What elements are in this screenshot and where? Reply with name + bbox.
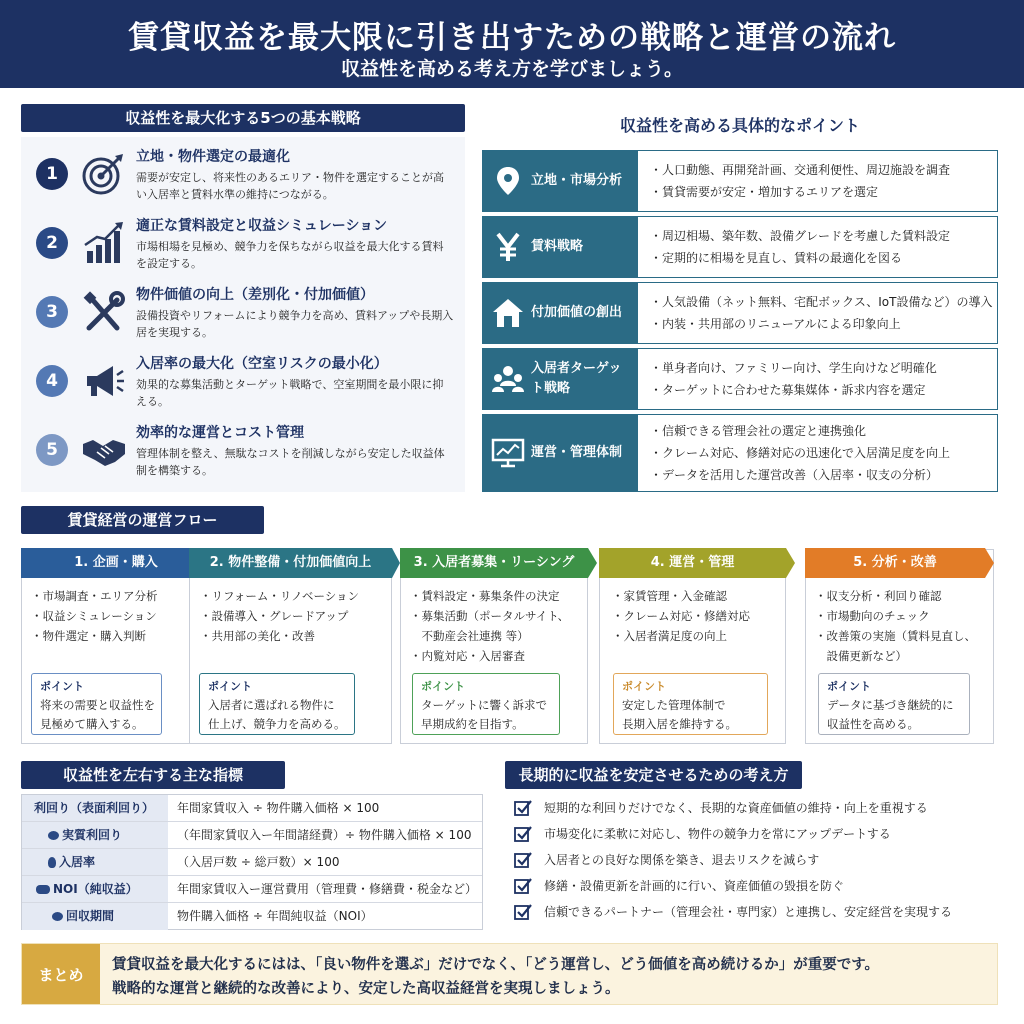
strategy-item xyxy=(21,209,465,277)
longterm-text: 修繕・設備更新を計画的に行い、資産価値の毀損を防ぐ xyxy=(544,879,845,893)
point-line: ・賃貸需要が安定・増加するエリアを選定 xyxy=(650,185,879,199)
flow-point-line: 見極めて購入する。 xyxy=(40,717,144,731)
page-subtitle: 収益性を高める考え方を学びましょう。 xyxy=(340,58,683,80)
strategy-desc: 需要が安定し、将来性のあるエリア・物件を選定することが高い入居率と賃料水準の維持につながる。 xyxy=(136,171,444,201)
point-row xyxy=(482,414,998,492)
point-text xyxy=(650,283,992,343)
flow-point-label: ポイント xyxy=(421,680,465,693)
strategy-item xyxy=(21,278,465,346)
metrics-table xyxy=(21,794,483,930)
point-line: ・単身者向け、ファミリー向け、学生向けなど明確化 xyxy=(650,361,937,375)
flow-point-line: 安定した管理体制で xyxy=(622,698,726,712)
flow-point-line: ターゲットに響く訴求で xyxy=(421,698,548,712)
page-title: 賃貸収益を最大限に引き出すための戦略と運営の流れ xyxy=(128,20,896,56)
flow-point-box xyxy=(613,673,768,735)
location-pin-icon xyxy=(491,164,525,198)
metric-name: NOI（純収益） xyxy=(53,882,138,896)
flow-step-items xyxy=(815,586,976,666)
checkbox-icon xyxy=(514,851,532,869)
page-header xyxy=(0,0,1024,88)
strategy-desc: 市場相場を見極め、競争力を保ちながら収益を最大化する賃料を設定する。 xyxy=(136,240,444,270)
metric-name-cell xyxy=(22,876,168,902)
metric-name-cell xyxy=(22,822,168,848)
point-line: ・信頼できる管理会社の選定と連携強化 xyxy=(650,424,867,438)
strategy-title: 入居率の最大化（空室リスクの最小化） xyxy=(136,356,388,372)
money-icon xyxy=(36,885,50,894)
checkbox-icon xyxy=(514,903,532,921)
flow-point-line: 仕上げ、競争力を高める。 xyxy=(208,717,346,731)
flow-step-header xyxy=(189,548,392,578)
flow-point-label: ポイント xyxy=(827,680,871,693)
metric-name: 利回り（表面利回り） xyxy=(22,795,168,821)
target-icon xyxy=(79,150,129,198)
metric-formula: 年間家賃収入ー運営費用（管理費・修繕費・税金など） xyxy=(177,882,478,896)
megaphone-icon xyxy=(79,357,129,405)
flow-item: ・募集活動（ポータルサイト、 xyxy=(410,609,570,623)
metrics-row xyxy=(22,903,482,930)
metric-formula: （入居戸数 ÷ 総戸数）× 100 xyxy=(177,855,340,869)
strategy-title: 適正な賃料設定と収益シミュレーション xyxy=(136,218,388,234)
strategy-desc: 管理体制を整え、無駄なコストを削減しながら安定した収益体制を構築する。 xyxy=(136,447,445,477)
summary-box xyxy=(21,943,998,1005)
recycle-icon xyxy=(52,912,63,921)
flow-step-items xyxy=(410,586,569,666)
flow-point-line: 早期成約を目指す。 xyxy=(421,717,524,731)
person-icon xyxy=(48,857,56,868)
points-heading: 収益性を高める具体的なポイント xyxy=(619,116,860,135)
point-line: ・周辺相場、築年数、設備グレードを考慮した賃料設定 xyxy=(650,229,951,243)
metric-formula: 物件購入価格 ÷ 年間純収益（NOI） xyxy=(177,909,373,923)
point-line: ・ターゲットに合わせた募集媒体・訴求内容を選定 xyxy=(650,383,926,397)
point-line: ・定期的に相場を見直し、賃料の最適化を図る xyxy=(650,251,903,265)
longterm-text: 短期的な利回りだけでなく、長期的な資産価値の維持・向上を重視する xyxy=(544,801,928,815)
metric-name: 実質利回り xyxy=(62,828,123,842)
flow-step-header xyxy=(21,548,211,578)
strategy-desc: 効果的な募集活動とターゲット戦略で、空室期間を最小限に抑える。 xyxy=(136,378,444,408)
strategy-number: 3 xyxy=(36,296,68,328)
people-icon xyxy=(491,362,525,396)
flow-item: ・リフォーム・リノベーション xyxy=(200,589,360,603)
point-line: ・人気設備（ネット無料、宅配ボックス、IoT設備など）の導入 xyxy=(650,295,993,309)
flow-step-items xyxy=(31,586,158,646)
metric-name: 入居率 xyxy=(59,855,96,869)
point-label-cell xyxy=(483,151,638,211)
metric-name: 回収期間 xyxy=(66,909,115,923)
flow-item: ・共用部の美化・改善 xyxy=(200,629,315,643)
flow-item: ・内覧対応・入居審査 xyxy=(410,649,525,663)
point-row xyxy=(482,216,998,278)
point-text xyxy=(650,415,950,491)
point-line: ・データを活用した運営改善（入居率・収支の分析） xyxy=(650,468,939,482)
strategy-number: 4 xyxy=(36,365,68,397)
point-line: ・内装・共用部のリニューアルによる印象向上 xyxy=(650,317,901,331)
metric-name-cell xyxy=(22,849,168,875)
flow-item: ・入居者満足度の向上 xyxy=(612,629,727,643)
flow-item: ・家賃管理・入金確認 xyxy=(612,589,727,603)
point-text xyxy=(650,349,937,409)
handshake-icon xyxy=(79,426,129,474)
point-label: 運営・管理体制 xyxy=(531,445,623,460)
longterm-text: 入居者との良好な関係を築き、退去リスクを減らす xyxy=(544,853,820,867)
longterm-heading: 長期的に収益を安定させるための考え方 xyxy=(505,761,802,789)
longterm-text: 市場変化に柔軟に対応し、物件の競争力を常にアップデートする xyxy=(544,827,891,841)
strategies-heading: 収益性を最大化する5つの基本戦略 xyxy=(21,104,465,132)
flow-step-header xyxy=(400,548,588,578)
point-label: 付加価値の創出 xyxy=(531,305,623,320)
point-row xyxy=(482,348,998,410)
flow-step-title: 3. 入居者募集・リーシング xyxy=(413,555,575,570)
flow-step-title: 2. 物件整備・付加価値向上 xyxy=(209,555,372,570)
metrics-row xyxy=(22,876,482,903)
summary-line-1: 賃貸収益を最大化するにはは、「良い物件を選ぶ」だけでなく、「どう運営し、どう価値を高め続けるか」が重要です。 xyxy=(112,957,880,973)
strategy-title: 物件価値の向上（差別化・付加価値） xyxy=(136,287,374,303)
metrics-row xyxy=(22,849,482,876)
flow-step-items xyxy=(612,586,750,646)
checkbox-icon xyxy=(514,877,532,895)
strategy-number: 1 xyxy=(36,158,68,190)
coin-icon xyxy=(48,831,59,840)
flow-point-line: 将来の需要と収益性を xyxy=(40,698,155,712)
strategy-title: 効率的な運営とコスト管理 xyxy=(136,425,304,441)
flow-point-box xyxy=(199,673,355,735)
strategy-title: 立地・物件選定の最適化 xyxy=(136,149,290,165)
flow-step-title: 1. 企画・購入 xyxy=(74,555,158,570)
metrics-row xyxy=(22,822,482,849)
checkbox-icon xyxy=(514,799,532,817)
flow-item: ・収益シミュレーション xyxy=(31,609,157,623)
flow-heading: 賃貸経営の運営フロー xyxy=(21,506,264,534)
flow-point-line: 収益性を高める。 xyxy=(827,717,919,731)
strategy-item xyxy=(21,140,465,208)
flow-step-items xyxy=(200,586,359,646)
flow-step-header xyxy=(599,548,786,578)
strategy-number: 5 xyxy=(36,434,68,466)
flow-point-box xyxy=(412,673,560,735)
flow-point-label: ポイント xyxy=(622,680,666,693)
metric-name-cell xyxy=(22,903,168,930)
yen-icon xyxy=(491,230,525,264)
point-label: 入居者ターゲット戦略 xyxy=(531,361,622,396)
metrics-row xyxy=(22,795,482,822)
point-row xyxy=(482,282,998,344)
flow-step-title: 4. 運営・管理 xyxy=(650,555,735,570)
flow-item: ・改善策の実施（賃料見直し、 xyxy=(815,629,976,643)
flow-point-line: 長期入居を維持する。 xyxy=(622,717,737,731)
point-label-cell xyxy=(483,415,638,491)
flow-point-label: ポイント xyxy=(208,680,252,693)
flow-item: 設備更新など） xyxy=(815,649,907,663)
tools-icon xyxy=(79,288,129,336)
flow-item: ・収支分析・利回り確認 xyxy=(815,589,942,603)
flow-item: 不動産会社連携 等） xyxy=(410,629,529,643)
house-icon xyxy=(491,296,525,330)
point-label: 立地・市場分析 xyxy=(531,173,623,188)
flow-item: ・市場調査・エリア分析 xyxy=(31,589,158,603)
checkbox-icon xyxy=(514,825,532,843)
longterm-text: 信頼できるパートナー（管理会社・専門家）と連携し、安定経営を実現する xyxy=(544,905,953,919)
flow-point-box xyxy=(31,673,162,735)
flow-step-header xyxy=(805,548,985,578)
bar-chart-icon xyxy=(79,219,129,267)
strategy-number: 2 xyxy=(36,227,68,259)
point-label-cell xyxy=(483,283,638,343)
flow-item: ・物件選定・購入判断 xyxy=(31,629,146,643)
point-line: ・クレーム対応、修繕対応の迅速化で入居満足度を向上 xyxy=(650,446,951,460)
point-text xyxy=(650,217,950,277)
flow-item: ・賃料設定・募集条件の決定 xyxy=(410,589,560,603)
summary-label: まとめ xyxy=(22,944,100,1004)
point-text xyxy=(650,151,950,211)
point-label-cell xyxy=(483,349,638,409)
flow-item: ・設備導入・グレードアップ xyxy=(200,609,349,623)
flow-point-label: ポイント xyxy=(40,680,84,693)
flow-step-title: 5. 分析・改善 xyxy=(853,555,937,570)
strategy-item xyxy=(21,416,465,484)
metric-formula: （年間家賃収入ー年間諸経費）÷ 物件購入価格 × 100 xyxy=(177,828,472,842)
flow-item: ・市場動向のチェック xyxy=(815,609,930,623)
point-label: 賃料戦略 xyxy=(531,239,584,254)
monitor-chart-icon xyxy=(491,436,525,470)
flow-point-line: 入居者に選ばれる物件に xyxy=(208,698,335,712)
flow-point-box xyxy=(818,673,970,735)
strategy-item xyxy=(21,347,465,415)
strategy-desc: 設備投資やリフォームにより競争力を高め、賃料アップや長期入居を実現する。 xyxy=(136,309,454,339)
flow-point-line: データに基づき継続的に xyxy=(827,698,954,712)
point-line: ・人口動態、再開発計画、交通利便性、周辺施設を調査 xyxy=(650,163,951,177)
point-row xyxy=(482,150,998,212)
metric-formula: 年間家賃収入 ÷ 物件購入価格 × 100 xyxy=(177,801,380,815)
summary-line-2: 戦略的な運営と継続的な改善により、安定した高収益経営を実現しましょう。 xyxy=(112,981,620,997)
metrics-heading: 収益性を左右する主な指標 xyxy=(21,761,285,789)
flow-item: ・クレーム対応・修繕対応 xyxy=(612,609,750,623)
point-label-cell xyxy=(483,217,638,277)
